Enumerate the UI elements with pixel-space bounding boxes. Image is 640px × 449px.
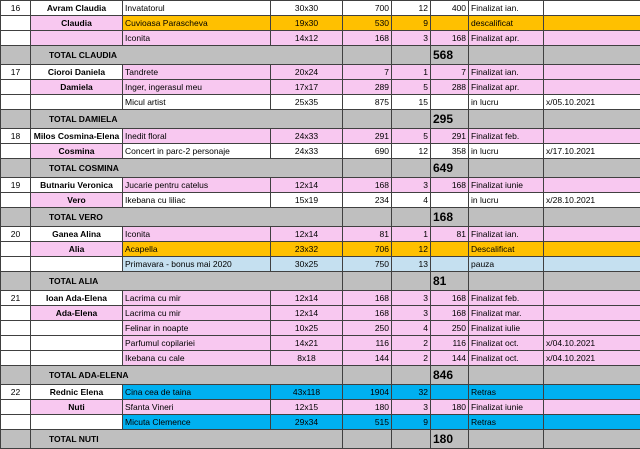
dimensions-cell[interactable]: 24x33 xyxy=(271,129,343,144)
row-number-cell[interactable] xyxy=(1,321,31,336)
contestant-name-cell[interactable]: Ioan Ada-Elena xyxy=(31,291,123,306)
earned-cell[interactable]: 250 xyxy=(431,321,469,336)
earned-cell[interactable]: 168 xyxy=(431,31,469,46)
price-cell[interactable]: 750 xyxy=(343,257,392,272)
total-row xyxy=(1,366,640,385)
date-cell[interactable] xyxy=(544,257,640,272)
contestant-name-cell[interactable]: Cosmina xyxy=(31,144,123,159)
table-row xyxy=(1,336,640,351)
price-cell[interactable]: 875 xyxy=(343,95,392,110)
total-row xyxy=(1,110,640,129)
quantity-cell[interactable]: 2 xyxy=(392,336,431,351)
price-cell[interactable]: 116 xyxy=(343,336,392,351)
total-row xyxy=(1,430,640,449)
total-label-cell[interactable]: TOTAL ADA-ELENA xyxy=(31,366,343,385)
dimensions-cell[interactable]: 12x14 xyxy=(271,306,343,321)
row-number-cell[interactable] xyxy=(1,16,31,31)
total-blank-cell[interactable] xyxy=(392,46,431,65)
dimensions-cell[interactable]: 15x19 xyxy=(271,193,343,208)
contestant-name-cell[interactable]: Alia xyxy=(31,242,123,257)
price-cell[interactable]: 250 xyxy=(343,321,392,336)
total-value-cell[interactable]: 180 xyxy=(431,430,469,449)
contestant-name-cell[interactable]: Cioroi Daniela xyxy=(31,65,123,80)
price-cell[interactable]: 530 xyxy=(343,16,392,31)
total-label-cell[interactable]: TOTAL DAMIELA xyxy=(31,110,343,129)
date-cell[interactable] xyxy=(544,65,640,80)
status-cell[interactable]: Descalificat xyxy=(469,242,544,257)
date-cell[interactable] xyxy=(544,321,640,336)
table-row xyxy=(1,227,640,242)
price-cell[interactable]: 144 xyxy=(343,351,392,366)
total-blank-cell[interactable] xyxy=(392,159,431,178)
price-cell[interactable]: 291 xyxy=(343,129,392,144)
date-cell[interactable] xyxy=(544,178,640,193)
table-row xyxy=(1,1,640,16)
total-blank-cell[interactable] xyxy=(469,366,544,385)
total-blank-cell[interactable] xyxy=(469,272,544,291)
earned-cell[interactable] xyxy=(431,193,469,208)
quantity-cell[interactable]: 1 xyxy=(392,227,431,242)
total-value-cell[interactable]: 846 xyxy=(431,366,469,385)
artwork-title-cell[interactable]: Parfumul copilariei xyxy=(123,336,271,351)
price-cell[interactable]: 234 xyxy=(343,193,392,208)
earned-cell[interactable]: 168 xyxy=(431,178,469,193)
dimensions-cell[interactable]: 24x33 xyxy=(271,144,343,159)
artwork-title-cell[interactable]: Micul artist xyxy=(123,95,271,110)
quantity-cell[interactable]: 4 xyxy=(392,321,431,336)
status-cell[interactable]: Finalizat ian. xyxy=(469,65,544,80)
table-row xyxy=(1,31,640,46)
price-cell[interactable]: 168 xyxy=(343,31,392,46)
table-row xyxy=(1,178,640,193)
status-cell[interactable]: Finalizat feb. xyxy=(469,291,544,306)
quantity-cell[interactable]: 12 xyxy=(392,144,431,159)
status-cell[interactable]: Finalizat oct. xyxy=(469,351,544,366)
quantity-cell[interactable]: 12 xyxy=(392,1,431,16)
earned-cell[interactable]: 288 xyxy=(431,80,469,95)
contestant-name-cell[interactable]: Avram Claudia xyxy=(31,1,123,16)
total-blank-cell[interactable] xyxy=(469,110,544,129)
artwork-title-cell[interactable]: Concert in parc-2 personaje xyxy=(123,144,271,159)
date-cell[interactable] xyxy=(544,291,640,306)
contestant-name-cell[interactable] xyxy=(31,415,123,430)
status-cell[interactable]: Finalizat ian. xyxy=(469,1,544,16)
status-cell[interactable]: Finalizat apr. xyxy=(469,80,544,95)
date-cell[interactable] xyxy=(544,129,640,144)
earned-cell[interactable]: 116 xyxy=(431,336,469,351)
total-blank-cell[interactable] xyxy=(1,159,31,178)
dimensions-cell[interactable]: 14x12 xyxy=(271,31,343,46)
status-cell[interactable]: in lucru xyxy=(469,144,544,159)
table-row xyxy=(1,385,640,400)
total-label-cell[interactable]: TOTAL CLAUDIA xyxy=(31,46,343,65)
row-number-cell[interactable] xyxy=(1,144,31,159)
date-cell[interactable] xyxy=(544,415,640,430)
contestant-name-cell[interactable]: Vero xyxy=(31,193,123,208)
total-blank-cell[interactable] xyxy=(544,430,640,449)
contestant-name-cell[interactable]: Ada-Elena xyxy=(31,306,123,321)
total-blank-cell[interactable] xyxy=(1,272,31,291)
contestant-name-cell[interactable]: Butnariu Veronica xyxy=(31,178,123,193)
artwork-title-cell[interactable]: Iconita xyxy=(123,227,271,242)
table-row xyxy=(1,257,640,272)
price-cell[interactable]: 168 xyxy=(343,306,392,321)
contestant-name-cell[interactable] xyxy=(31,31,123,46)
total-blank-cell[interactable] xyxy=(544,208,640,227)
dimensions-cell[interactable]: 20x24 xyxy=(271,65,343,80)
dimensions-cell[interactable]: 8x18 xyxy=(271,351,343,366)
date-cell[interactable]: x/04.10.2021 xyxy=(544,336,640,351)
table-row xyxy=(1,65,640,80)
quantity-cell[interactable]: 3 xyxy=(392,31,431,46)
quantity-cell[interactable]: 32 xyxy=(392,385,431,400)
artwork-title-cell[interactable]: Acapella xyxy=(123,242,271,257)
total-blank-cell[interactable] xyxy=(544,272,640,291)
quantity-cell[interactable]: 3 xyxy=(392,178,431,193)
artwork-title-cell[interactable]: Sfanta Vineri xyxy=(123,400,271,415)
artwork-title-cell[interactable]: Primavara - bonus mai 2020 xyxy=(123,257,271,272)
total-blank-cell[interactable] xyxy=(392,430,431,449)
total-blank-cell[interactable] xyxy=(469,46,544,65)
total-label-cell[interactable]: TOTAL COSMINA xyxy=(31,159,343,178)
date-cell[interactable] xyxy=(544,16,640,31)
dimensions-cell[interactable]: 12x15 xyxy=(271,400,343,415)
status-cell[interactable]: Finalizat iunie xyxy=(469,400,544,415)
date-cell[interactable] xyxy=(544,400,640,415)
quantity-cell[interactable]: 4 xyxy=(392,193,431,208)
table-row xyxy=(1,95,640,110)
row-number-cell[interactable] xyxy=(1,193,31,208)
total-blank-cell[interactable] xyxy=(544,46,640,65)
quantity-cell[interactable]: 5 xyxy=(392,80,431,95)
total-blank-cell[interactable] xyxy=(1,110,31,129)
status-cell[interactable]: Finalizat mar. xyxy=(469,306,544,321)
date-cell[interactable]: x/17.10.2021 xyxy=(544,144,640,159)
total-blank-cell[interactable] xyxy=(544,110,640,129)
artwork-title-cell[interactable]: Iconita xyxy=(123,31,271,46)
total-blank-cell[interactable] xyxy=(1,46,31,65)
quantity-cell[interactable]: 9 xyxy=(392,415,431,430)
dimensions-cell[interactable]: 10x25 xyxy=(271,321,343,336)
table-row xyxy=(1,351,640,366)
price-cell[interactable]: 706 xyxy=(343,242,392,257)
date-cell[interactable] xyxy=(544,1,640,16)
date-cell[interactable] xyxy=(544,31,640,46)
artwork-title-cell[interactable]: Ikebana cu cale xyxy=(123,351,271,366)
dimensions-cell[interactable]: 12x14 xyxy=(271,227,343,242)
status-cell[interactable]: in lucru xyxy=(469,95,544,110)
total-blank-cell[interactable] xyxy=(343,46,392,65)
total-blank-cell[interactable] xyxy=(343,208,392,227)
date-cell[interactable] xyxy=(544,306,640,321)
table-row xyxy=(1,16,640,31)
quantity-cell[interactable]: 5 xyxy=(392,129,431,144)
total-blank-cell[interactable] xyxy=(469,430,544,449)
total-value-cell[interactable]: 568 xyxy=(431,46,469,65)
row-number-cell[interactable]: 16 xyxy=(1,1,31,16)
artwork-title-cell[interactable]: Felinar in noapte xyxy=(123,321,271,336)
total-row xyxy=(1,46,640,65)
date-cell[interactable]: x/28.10.2021 xyxy=(544,193,640,208)
row-number-cell[interactable] xyxy=(1,306,31,321)
row-number-cell[interactable]: 20 xyxy=(1,227,31,242)
dimensions-cell[interactable]: 12x14 xyxy=(271,291,343,306)
contestant-name-cell[interactable] xyxy=(31,95,123,110)
status-cell[interactable]: Retras xyxy=(469,415,544,430)
row-number-cell[interactable] xyxy=(1,242,31,257)
price-cell[interactable]: 180 xyxy=(343,400,392,415)
row-number-cell[interactable] xyxy=(1,31,31,46)
earned-cell[interactable] xyxy=(431,95,469,110)
dimensions-cell[interactable]: 14x21 xyxy=(271,336,343,351)
quantity-cell[interactable]: 9 xyxy=(392,16,431,31)
artwork-title-cell[interactable]: Cuvioasa Parascheva xyxy=(123,16,271,31)
row-number-cell[interactable] xyxy=(1,80,31,95)
row-number-cell[interactable]: 21 xyxy=(1,291,31,306)
status-cell[interactable]: pauza xyxy=(469,257,544,272)
quantity-cell[interactable]: 15 xyxy=(392,95,431,110)
contestant-name-cell[interactable]: Damiela xyxy=(31,80,123,95)
dimensions-cell[interactable]: 25x35 xyxy=(271,95,343,110)
total-blank-cell[interactable] xyxy=(469,159,544,178)
status-cell[interactable]: descalificat xyxy=(469,16,544,31)
price-cell[interactable]: 168 xyxy=(343,178,392,193)
dimensions-cell[interactable]: 19x30 xyxy=(271,16,343,31)
earned-cell[interactable]: 81 xyxy=(431,227,469,242)
table-row xyxy=(1,400,640,415)
date-cell[interactable] xyxy=(544,227,640,242)
contestant-name-cell[interactable] xyxy=(31,257,123,272)
earned-cell[interactable]: 400 xyxy=(431,1,469,16)
total-blank-cell[interactable] xyxy=(392,110,431,129)
row-number-cell[interactable] xyxy=(1,351,31,366)
date-cell[interactable]: x/04.10.2021 xyxy=(544,351,640,366)
total-blank-cell[interactable] xyxy=(343,366,392,385)
row-number-cell[interactable]: 22 xyxy=(1,385,31,400)
artwork-title-cell[interactable]: Lacrima cu mir xyxy=(123,291,271,306)
total-blank-cell[interactable] xyxy=(343,159,392,178)
artwork-title-cell[interactable]: Invatatorul xyxy=(123,1,271,16)
status-cell[interactable]: in lucru xyxy=(469,193,544,208)
quantity-cell[interactable]: 3 xyxy=(392,291,431,306)
contestant-name-cell[interactable]: Milos Cosmina-Elena xyxy=(31,129,123,144)
status-cell[interactable]: Finalizat ian. xyxy=(469,227,544,242)
row-number-cell[interactable]: 17 xyxy=(1,65,31,80)
total-value-cell[interactable]: 81 xyxy=(431,272,469,291)
earned-cell[interactable]: 358 xyxy=(431,144,469,159)
total-blank-cell[interactable] xyxy=(343,110,392,129)
earned-cell[interactable]: 7 xyxy=(431,65,469,80)
quantity-cell[interactable]: 3 xyxy=(392,400,431,415)
total-blank-cell[interactable] xyxy=(392,272,431,291)
price-cell[interactable]: 690 xyxy=(343,144,392,159)
table-row xyxy=(1,306,640,321)
dimensions-cell[interactable]: 43x118 xyxy=(271,385,343,400)
date-cell[interactable] xyxy=(544,385,640,400)
artwork-title-cell[interactable]: Inedit floral xyxy=(123,129,271,144)
row-number-cell[interactable] xyxy=(1,415,31,430)
earned-cell[interactable] xyxy=(431,16,469,31)
row-number-cell[interactable] xyxy=(1,257,31,272)
contestant-name-cell[interactable]: Claudia xyxy=(31,16,123,31)
dimensions-cell[interactable]: 17x17 xyxy=(271,80,343,95)
quantity-cell[interactable]: 12 xyxy=(392,242,431,257)
date-cell[interactable] xyxy=(544,80,640,95)
sheet-body xyxy=(1,1,640,449)
contestant-name-cell[interactable] xyxy=(31,321,123,336)
row-number-cell[interactable] xyxy=(1,336,31,351)
total-blank-cell[interactable] xyxy=(1,366,31,385)
dimensions-cell[interactable]: 23x32 xyxy=(271,242,343,257)
row-number-cell[interactable] xyxy=(1,95,31,110)
dimensions-cell[interactable]: 12x14 xyxy=(271,178,343,193)
quantity-cell[interactable]: 13 xyxy=(392,257,431,272)
quantity-cell[interactable]: 1 xyxy=(392,65,431,80)
total-blank-cell[interactable] xyxy=(392,366,431,385)
row-number-cell[interactable]: 18 xyxy=(1,129,31,144)
table-row xyxy=(1,193,640,208)
table-row xyxy=(1,415,640,430)
dimensions-cell[interactable]: 29x34 xyxy=(271,415,343,430)
quantity-cell[interactable]: 2 xyxy=(392,351,431,366)
total-row xyxy=(1,208,640,227)
earned-cell[interactable] xyxy=(431,242,469,257)
row-number-cell[interactable]: 19 xyxy=(1,178,31,193)
artwork-title-cell[interactable]: Cina cea de taina xyxy=(123,385,271,400)
table-row xyxy=(1,291,640,306)
status-cell[interactable]: Finalizat iulie xyxy=(469,321,544,336)
earned-cell[interactable] xyxy=(431,415,469,430)
price-cell[interactable]: 7 xyxy=(343,65,392,80)
total-blank-cell[interactable] xyxy=(343,430,392,449)
earned-cell[interactable]: 291 xyxy=(431,129,469,144)
date-cell[interactable] xyxy=(544,242,640,257)
date-cell[interactable]: x/05.10.2021 xyxy=(544,95,640,110)
total-blank-cell[interactable] xyxy=(469,208,544,227)
earned-cell[interactable] xyxy=(431,257,469,272)
contestant-name-cell[interactable]: Ganea Alina xyxy=(31,227,123,242)
quantity-cell[interactable]: 3 xyxy=(392,306,431,321)
price-cell[interactable]: 1904 xyxy=(343,385,392,400)
table-row xyxy=(1,144,640,159)
total-label-cell[interactable]: TOTAL VERO xyxy=(31,208,343,227)
total-blank-cell[interactable] xyxy=(1,208,31,227)
price-cell[interactable]: 700 xyxy=(343,1,392,16)
contestant-name-cell[interactable] xyxy=(31,351,123,366)
total-blank-cell[interactable] xyxy=(343,272,392,291)
earned-cell[interactable]: 168 xyxy=(431,291,469,306)
price-cell[interactable]: 515 xyxy=(343,415,392,430)
price-cell[interactable]: 289 xyxy=(343,80,392,95)
earned-cell[interactable]: 180 xyxy=(431,400,469,415)
artwork-title-cell[interactable]: Ikebana cu liliac xyxy=(123,193,271,208)
status-cell[interactable]: Finalizat feb. xyxy=(469,129,544,144)
table-row xyxy=(1,80,640,95)
total-value-cell[interactable]: 168 xyxy=(431,208,469,227)
total-blank-cell[interactable] xyxy=(1,430,31,449)
artwork-title-cell[interactable]: Lacrima cu mir xyxy=(123,306,271,321)
total-blank-cell[interactable] xyxy=(544,159,640,178)
dimensions-cell[interactable]: 30x25 xyxy=(271,257,343,272)
earned-cell[interactable]: 144 xyxy=(431,351,469,366)
artwork-title-cell[interactable]: Inger, ingerasul meu xyxy=(123,80,271,95)
status-cell[interactable]: Finalizat iunie xyxy=(469,178,544,193)
total-row xyxy=(1,272,640,291)
table-row xyxy=(1,321,640,336)
row-number-cell[interactable] xyxy=(1,400,31,415)
artwork-title-cell[interactable]: Jucarie pentru catelus xyxy=(123,178,271,193)
total-value-cell[interactable]: 649 xyxy=(431,159,469,178)
table-row xyxy=(1,129,640,144)
dimensions-cell[interactable]: 30x30 xyxy=(271,1,343,16)
price-cell[interactable]: 168 xyxy=(343,291,392,306)
status-cell[interactable]: Finalizat apr. xyxy=(469,31,544,46)
total-label-cell[interactable]: TOTAL ALIA xyxy=(31,272,343,291)
status-cell[interactable]: Retras xyxy=(469,385,544,400)
total-row xyxy=(1,159,640,178)
total-blank-cell[interactable] xyxy=(392,208,431,227)
status-cell[interactable]: Finalizat oct. xyxy=(469,336,544,351)
artwork-title-cell[interactable]: Tandrete xyxy=(123,65,271,80)
price-cell[interactable]: 81 xyxy=(343,227,392,242)
total-blank-cell[interactable] xyxy=(544,366,640,385)
contestant-name-cell[interactable] xyxy=(31,336,123,351)
contestant-name-cell[interactable]: Nuti xyxy=(31,400,123,415)
contestant-name-cell[interactable]: Rednic Elena xyxy=(31,385,123,400)
earned-cell[interactable] xyxy=(431,385,469,400)
artwork-title-cell[interactable]: Micuta Clemence xyxy=(123,415,271,430)
total-value-cell[interactable]: 295 xyxy=(431,110,469,129)
total-label-cell[interactable]: TOTAL NUTI xyxy=(31,430,343,449)
earned-cell[interactable]: 168 xyxy=(431,306,469,321)
table-row xyxy=(1,242,640,257)
